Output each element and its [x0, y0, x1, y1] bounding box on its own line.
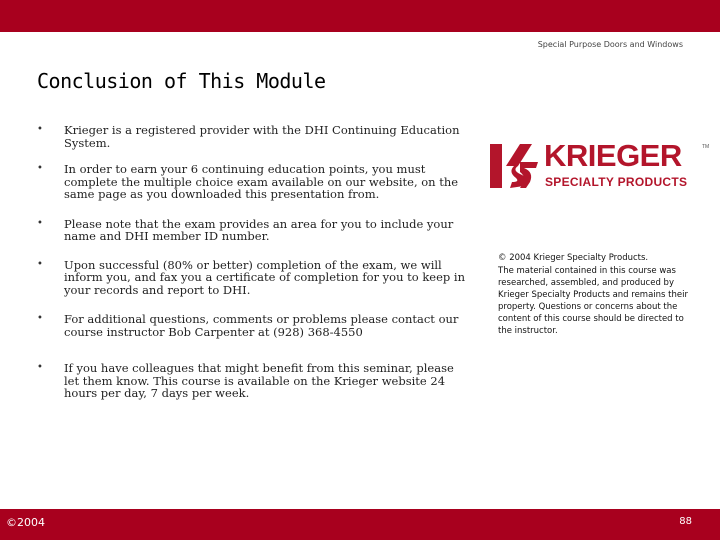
page-number: 88 — [679, 516, 692, 527]
bullet-item: • Krieger is a registered provider with the DHI Continuing Education System. — [37, 124, 467, 149]
bullet-item: • For additional questions, comments or problems please contact our course instructor Bob Carpenter at (928) 368-4550 — [37, 313, 467, 338]
copyright-line: © 2004 Krieger Specialty Products. — [498, 253, 649, 263]
top-bar — [0, 0, 720, 32]
bullet-item: • Please note that the exam provides an area for you to include your name and DHI member ID number. — [37, 218, 467, 243]
bottom-bar — [0, 509, 720, 540]
copyright-notice — [498, 252, 688, 337]
krieger-logo — [490, 138, 710, 192]
header-label: Special Purpose Doors and Windows — [537, 40, 683, 49]
bullet-item: • In order to earn your 6 continuing education points, you must complete the multiple choice exam available on our website, on the same page as you downloaded this presentation from. — [37, 163, 467, 201]
page-title: Conclusion of This Module — [37, 69, 326, 93]
bullet-list — [37, 124, 467, 400]
bullet-item: • Upon successful (80% or better) completion of the exam, we will inform you, and fax you a certificate of completion for you to keep in your records and report to DHI. — [37, 259, 467, 297]
krieger-ks-logo-icon — [490, 142, 540, 190]
logo-subtitle: SPECIALTY PRODUCTS — [545, 175, 688, 189]
logo-trademark: TM — [702, 144, 710, 150]
footer-copyright: ©2004 — [6, 516, 45, 529]
bullet-item: • If you have colleagues that might benefit from this seminar, please let them know. This course is available on the Krieger website 24 hours per day, 7 days per week. — [37, 362, 467, 400]
logo-name: KRIEGER — [544, 138, 682, 173]
copyright-body: The material contained in this course was researched, assembled, and produced by Krieger Specialty Products and remains their property. Questions or concerns about the content of this course should be directed to the instructor. — [498, 266, 688, 336]
